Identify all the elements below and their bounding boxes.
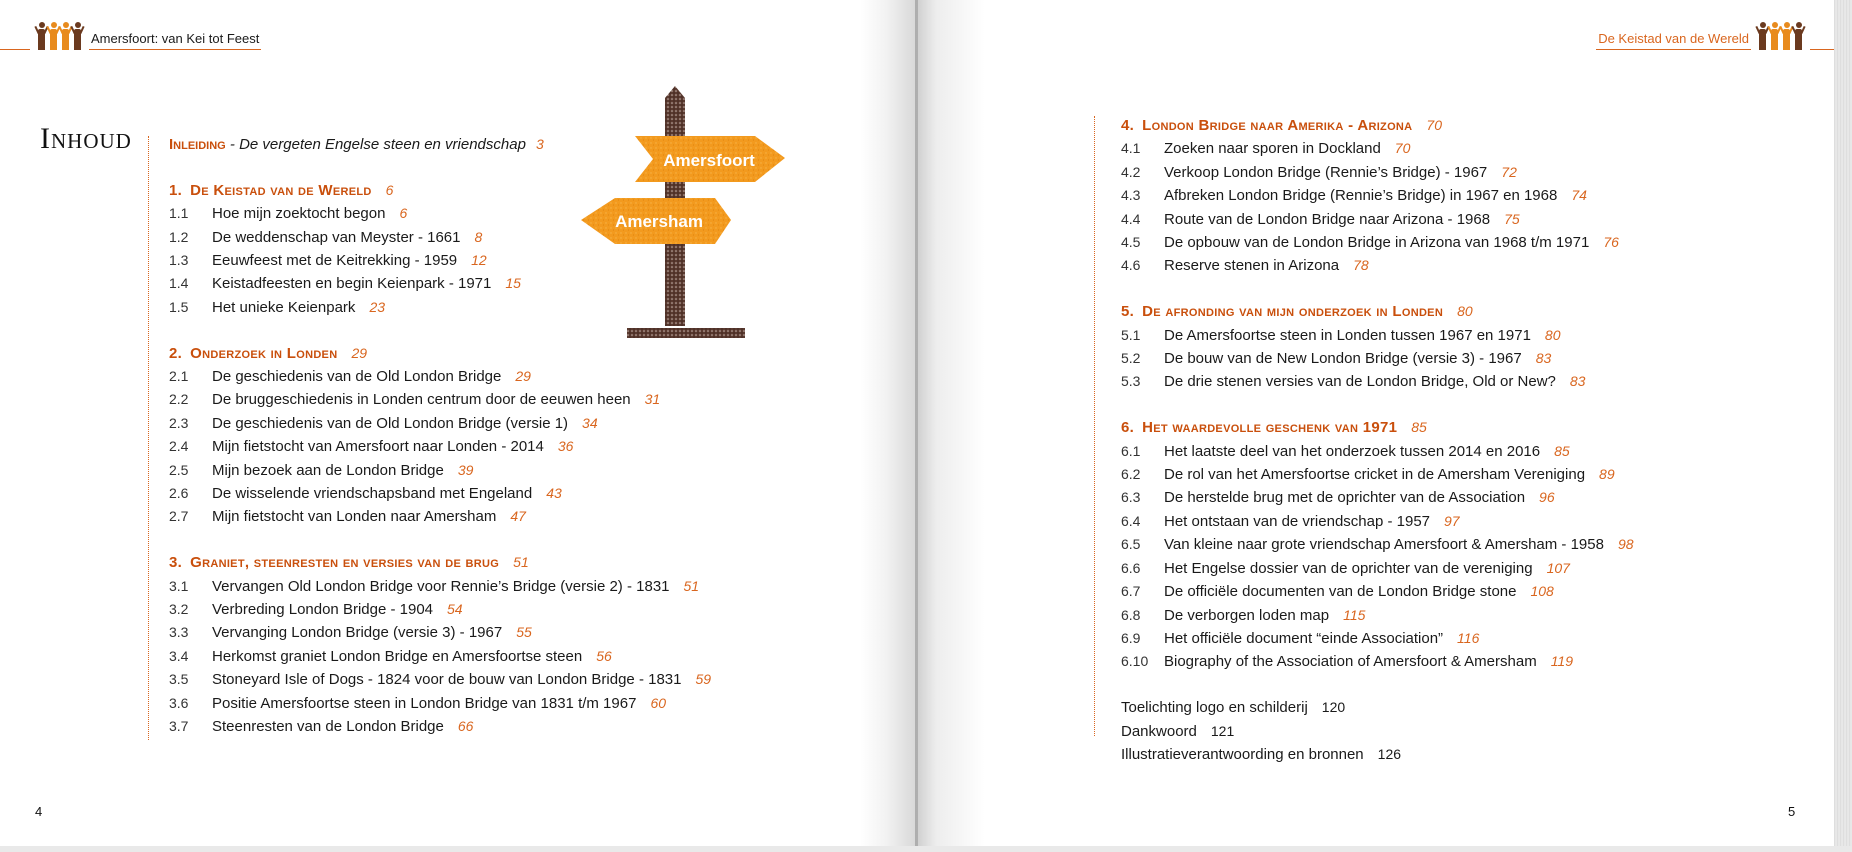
entry-number: 2.1 <box>169 368 189 385</box>
chapter-page: 70 <box>1426 117 1442 133</box>
chapter-number: 5. <box>1121 303 1135 321</box>
entry-page: 34 <box>582 414 598 431</box>
page-number-right: 5 <box>1788 804 1796 819</box>
left-page <box>0 0 915 852</box>
entry-title: Het ontstaan van de vriendschap - 1957 <box>1164 512 1431 530</box>
toc-entry[interactable] <box>1121 370 1634 393</box>
chapter-page: 51 <box>513 554 529 571</box>
entry-page: 83 <box>1535 350 1552 367</box>
entry-number: 1.4 <box>169 275 189 292</box>
entry-title: Reserve stenen in Arizona <box>1164 257 1340 275</box>
entry-title: Eeuwfeest met de Keitrekking - 1959 <box>212 252 458 270</box>
entry-number: 1.3 <box>169 252 189 269</box>
entry-page: 36 <box>557 438 574 455</box>
running-header-title: Amersfoort: van Kei tot Feest <box>89 31 261 50</box>
entry-page: 119 <box>1550 653 1574 670</box>
toc-entry[interactable] <box>169 388 711 411</box>
entry-number: 6.6 <box>1121 559 1141 576</box>
chapter-number: 4. <box>1121 117 1135 134</box>
running-header-title: De Keistad van de Wereld <box>1596 31 1751 50</box>
toc-entry[interactable] <box>169 412 711 435</box>
entry-page: 47 <box>510 508 526 525</box>
entry-page: 43 <box>546 485 562 502</box>
chapter-number: 2. <box>169 344 183 362</box>
entry-title: Zoeken naar sporen in Dockland <box>1164 140 1381 158</box>
entry-title: De drie stenen versies van de London Bridge, Old or New? <box>1164 373 1556 391</box>
page-number-left: 4 <box>35 804 43 819</box>
entry-number: 2.3 <box>169 414 189 431</box>
chapter-number: 3. <box>169 554 183 572</box>
entry-title: De officiële documenten van de London Bridge stone <box>1164 583 1517 601</box>
toc-entry[interactable] <box>1121 463 1634 486</box>
entry-number: 3.3 <box>169 624 189 641</box>
entry-page: 66 <box>457 718 474 735</box>
entry-title: De rol van het Amersfoortse cricket in de Amersham Vereniging <box>1164 466 1586 484</box>
entry-page: 75 <box>1504 210 1520 227</box>
entry-number: 1.2 <box>169 228 189 245</box>
toc-extra-entry[interactable] <box>1121 743 1634 766</box>
entry-number: 6.3 <box>1121 489 1141 506</box>
toc-extra-entry[interactable] <box>1121 720 1634 743</box>
toc-entry[interactable] <box>1121 208 1634 231</box>
entry-number: 4.4 <box>1121 210 1141 227</box>
entry-title: Mijn fietstocht van Amersfoort naar Londen - 2014 <box>212 438 544 456</box>
toc-chapter-heading[interactable] <box>169 551 711 574</box>
entry-number: 4.2 <box>1121 163 1141 180</box>
toc-entry[interactable] <box>1121 627 1634 650</box>
entry-title: De bouw van de New London Bridge (versie 3) - 1967 <box>1164 350 1522 368</box>
extra-page: 120 <box>1321 699 1346 716</box>
extra-title: Dankwoord <box>1121 722 1197 740</box>
entry-title: Positie Amersfoortse steen in London Bridge van 1831 t/m 1967 <box>212 694 637 712</box>
chapter-title: Graniet, steenresten en versies van de brug <box>190 554 500 572</box>
entry-number: 1.1 <box>169 205 189 222</box>
entry-page: 70 <box>1394 140 1411 157</box>
entry-page: 6 <box>399 205 408 222</box>
toc-entry[interactable] <box>1121 650 1634 673</box>
entry-title: Afbreken London Bridge (Rennie’s Bridge) in 1967 en 1968 <box>1164 187 1558 205</box>
entry-page: 39 <box>457 461 474 478</box>
toc-spacer <box>1121 278 1634 300</box>
entry-page: 89 <box>1599 466 1615 483</box>
entry-page: 115 <box>1343 606 1366 623</box>
bottom-strip <box>0 846 1852 852</box>
entry-number: 5.2 <box>1121 350 1141 367</box>
page-title <box>40 122 132 156</box>
entry-title: De geschiedenis van de Old London Bridge <box>212 368 502 386</box>
entry-number: 5.3 <box>1121 373 1141 390</box>
entry-page: 78 <box>1353 257 1369 274</box>
entry-number: 3.1 <box>169 577 189 594</box>
chapter-title: London Bridge naar Amerika - Arizona <box>1142 117 1413 134</box>
entry-number: 5.1 <box>1121 326 1141 343</box>
toc-entry[interactable] <box>1121 254 1634 277</box>
entry-title: Route van de London Bridge naar Arizona - 1968 <box>1164 210 1491 228</box>
entry-page: 83 <box>1569 373 1586 390</box>
entry-title: Biography of the Association of Amersfoort & Amersham <box>1164 653 1537 671</box>
entry-number: 1.5 <box>169 298 189 315</box>
chapter-page: 29 <box>351 344 368 361</box>
toc-spacer <box>1121 394 1634 416</box>
entry-number: 6.4 <box>1121 512 1141 529</box>
entry-page: 31 <box>644 391 661 408</box>
entry-page: 23 <box>369 298 386 315</box>
extra-title: Toelichting logo en schilderij <box>1121 699 1308 717</box>
entry-number: 2.6 <box>169 485 189 502</box>
entry-title: De wisselende vriendschapsband met Engeland <box>212 485 533 503</box>
toc-entry[interactable] <box>1121 324 1634 347</box>
chapter-title: De Keistad van de Wereld <box>190 181 372 199</box>
entry-page: 29 <box>515 368 531 385</box>
toc-chapter-heading[interactable] <box>1121 416 1634 439</box>
entry-title: De Amersfoortse steen in Londen tussen 1967 en 1971 <box>1164 326 1531 344</box>
entry-page: 85 <box>1554 442 1570 459</box>
extra-title: Illustratieverantwoording en bronnen <box>1121 745 1364 763</box>
entry-number: 4.5 <box>1121 234 1141 251</box>
entry-title: Het Engelse dossier van de oprichter van de vereniging <box>1164 559 1533 577</box>
toc-entry[interactable] <box>1121 184 1634 207</box>
entry-number: 3.6 <box>169 694 189 711</box>
entry-page: 98 <box>1617 536 1634 553</box>
entry-number: 6.7 <box>1121 583 1141 600</box>
chapter-title: Het waardevolle geschenk van 1971 <box>1142 419 1398 437</box>
entry-number: 2.7 <box>169 508 189 525</box>
sign-amersfoort-label: Amersfoort <box>663 151 755 170</box>
page-title-text: Inhoud <box>40 122 132 155</box>
page-edges <box>1834 0 1852 852</box>
toc-entry[interactable] <box>169 621 711 644</box>
entry-title: De opbouw van de London Bridge in Arizona van 1968 t/m 1971 <box>1164 234 1590 252</box>
toc-entry[interactable] <box>169 692 711 715</box>
signpost-illustration <box>575 86 795 346</box>
entry-title: Verkoop London Bridge (Rennie’s Bridge) - 1967 <box>1164 163 1488 181</box>
entry-title: Mijn bezoek aan de London Bridge <box>212 461 444 479</box>
entry-title: De bruggeschiedenis in Londen centrum door de eeuwen heen <box>212 391 631 409</box>
entry-page: 108 <box>1530 583 1554 600</box>
toc-entry[interactable] <box>1121 557 1634 580</box>
dotted-divider <box>1094 116 1095 736</box>
toc-entry[interactable] <box>169 482 711 505</box>
toc-entry[interactable] <box>169 365 711 388</box>
toc-extra-entry[interactable] <box>1121 696 1634 719</box>
toc-entry[interactable] <box>1121 231 1634 254</box>
sign-amersham-label: Amersham <box>615 212 703 231</box>
entry-number: 3.2 <box>169 601 189 618</box>
entry-title: Het officiële document “einde Association” <box>1164 629 1444 647</box>
intro-subtitle: De vergeten Engelse steen en vriendschap <box>239 136 526 153</box>
entry-title: De geschiedenis van de Old London Bridge (versie 1) <box>212 414 569 432</box>
entry-number: 2.2 <box>169 391 189 408</box>
intro-separator: - <box>225 136 240 153</box>
entry-page: 74 <box>1571 187 1587 204</box>
toc-entry[interactable] <box>169 598 711 621</box>
extra-page: 121 <box>1210 722 1235 739</box>
keistad-logo-icon <box>36 22 83 50</box>
entry-title: Het laatste deel van het onderzoek tussen 2014 en 2016 <box>1164 442 1541 460</box>
intro-page: 3 <box>535 136 544 152</box>
entry-title: Keistadfeesten en begin Keienpark - 1971 <box>212 275 492 293</box>
toc-right <box>1121 114 1634 766</box>
entry-title: De verborgen loden map <box>1164 606 1330 624</box>
entry-number: 3.5 <box>169 671 189 688</box>
toc-entry[interactable] <box>169 645 711 668</box>
toc-entry[interactable] <box>1121 347 1634 370</box>
toc-entry[interactable] <box>1121 510 1634 533</box>
toc-entry[interactable] <box>1121 580 1634 603</box>
entry-title: De herstelde brug met de oprichter van de Association <box>1164 489 1526 507</box>
entry-number: 4.3 <box>1121 187 1141 204</box>
entry-title: Steenresten van de London Bridge <box>212 718 444 736</box>
dotted-divider <box>148 136 149 740</box>
chapter-title: Onderzoek in Londen <box>190 344 338 362</box>
entry-title: Vervangen Old London Bridge voor Rennie’s Bridge (versie 2) - 1831 <box>212 577 670 595</box>
entry-number: 6.1 <box>1121 442 1141 459</box>
entry-number: 3.7 <box>169 718 189 735</box>
entry-page: 8 <box>474 228 483 245</box>
entry-number: 2.5 <box>169 461 189 478</box>
entry-page: 96 <box>1539 489 1555 506</box>
entry-number: 6.9 <box>1121 629 1141 646</box>
toc-entry[interactable] <box>1121 486 1634 509</box>
entry-page: 55 <box>516 624 532 641</box>
entry-number: 6.5 <box>1121 536 1141 553</box>
toc-spacer <box>1121 674 1634 696</box>
entry-page: 59 <box>695 671 712 688</box>
entry-number: 2.4 <box>169 438 189 455</box>
toc-spacer <box>169 529 711 551</box>
entry-number: 6.10 <box>1121 653 1149 670</box>
chapter-page: 6 <box>385 181 394 198</box>
entry-page: 54 <box>447 601 463 618</box>
sign-amersfoort <box>635 136 785 182</box>
entry-page: 97 <box>1444 512 1460 529</box>
sign-amersham <box>581 198 731 244</box>
entry-number: 4.6 <box>1121 257 1141 274</box>
entry-page: 76 <box>1603 234 1619 251</box>
toc-entry[interactable] <box>169 505 711 528</box>
gutter-shadow <box>915 0 985 852</box>
entry-page: 56 <box>596 647 612 664</box>
entry-page: 107 <box>1546 559 1570 576</box>
chapter-number: 1. <box>169 181 183 199</box>
toc-entry[interactable] <box>1121 440 1634 463</box>
toc-chapter-heading[interactable] <box>1121 300 1634 323</box>
toc-entry[interactable] <box>1121 533 1634 556</box>
toc-entry[interactable] <box>169 715 711 738</box>
entry-title: Herkomst graniet London Bridge en Amersfoortse steen <box>212 647 583 665</box>
toc-entry[interactable] <box>1121 161 1634 184</box>
entry-page: 51 <box>683 577 700 594</box>
intro-label: Inleiding <box>169 136 226 153</box>
left-running-header <box>0 22 261 50</box>
entry-page: 116 <box>1457 629 1480 646</box>
extra-page: 126 <box>1377 745 1402 762</box>
entry-title: Verbreding London Bridge - 1904 <box>212 601 434 619</box>
toc-chapter-heading[interactable] <box>1121 114 1634 137</box>
entry-title: Van kleine naar grote vriendschap Amersfoort & Amersham - 1958 <box>1164 536 1604 554</box>
header-rule <box>1810 49 1834 50</box>
chapter-number: 6. <box>1121 419 1135 437</box>
toc-entry[interactable] <box>169 668 711 691</box>
toc-entry[interactable] <box>169 435 711 458</box>
right-running-header <box>1596 22 1834 50</box>
right-page <box>918 0 1834 852</box>
entry-number: 6.8 <box>1121 606 1141 623</box>
chapter-title: De afronding van mijn onderzoek in Londen <box>1142 303 1444 321</box>
entry-title: De weddenschap van Meyster - 1661 <box>212 228 461 246</box>
entry-number: 3.4 <box>169 647 189 664</box>
entry-page: 80 <box>1544 326 1561 343</box>
entry-number: 6.2 <box>1121 466 1141 483</box>
entry-title: Hoe mijn zoektocht begon <box>212 205 386 223</box>
toc-entry[interactable] <box>1121 137 1634 160</box>
entry-page: 60 <box>650 694 667 711</box>
entry-page: 15 <box>505 275 521 292</box>
gutter-shadow <box>860 0 918 852</box>
signpost-base <box>627 328 745 338</box>
entry-page: 72 <box>1501 163 1517 180</box>
entry-title: Het unieke Keienpark <box>212 298 356 316</box>
header-rule <box>0 49 30 50</box>
entry-title: Stoneyard Isle of Dogs - 1824 voor de bouw van London Bridge - 1831 <box>212 671 682 689</box>
entry-title: Mijn fietstocht van Londen naar Amersham <box>212 508 497 526</box>
toc-entry[interactable] <box>169 575 711 598</box>
chapter-page: 85 <box>1411 419 1427 436</box>
toc-entry[interactable] <box>1121 604 1634 627</box>
entry-number: 4.1 <box>1121 140 1141 157</box>
chapter-page: 80 <box>1457 303 1473 320</box>
toc-entry[interactable] <box>169 459 711 482</box>
entry-title: Vervanging London Bridge (versie 3) - 1967 <box>212 624 503 642</box>
entry-page: 12 <box>471 252 487 269</box>
keistad-logo-icon <box>1757 22 1804 50</box>
